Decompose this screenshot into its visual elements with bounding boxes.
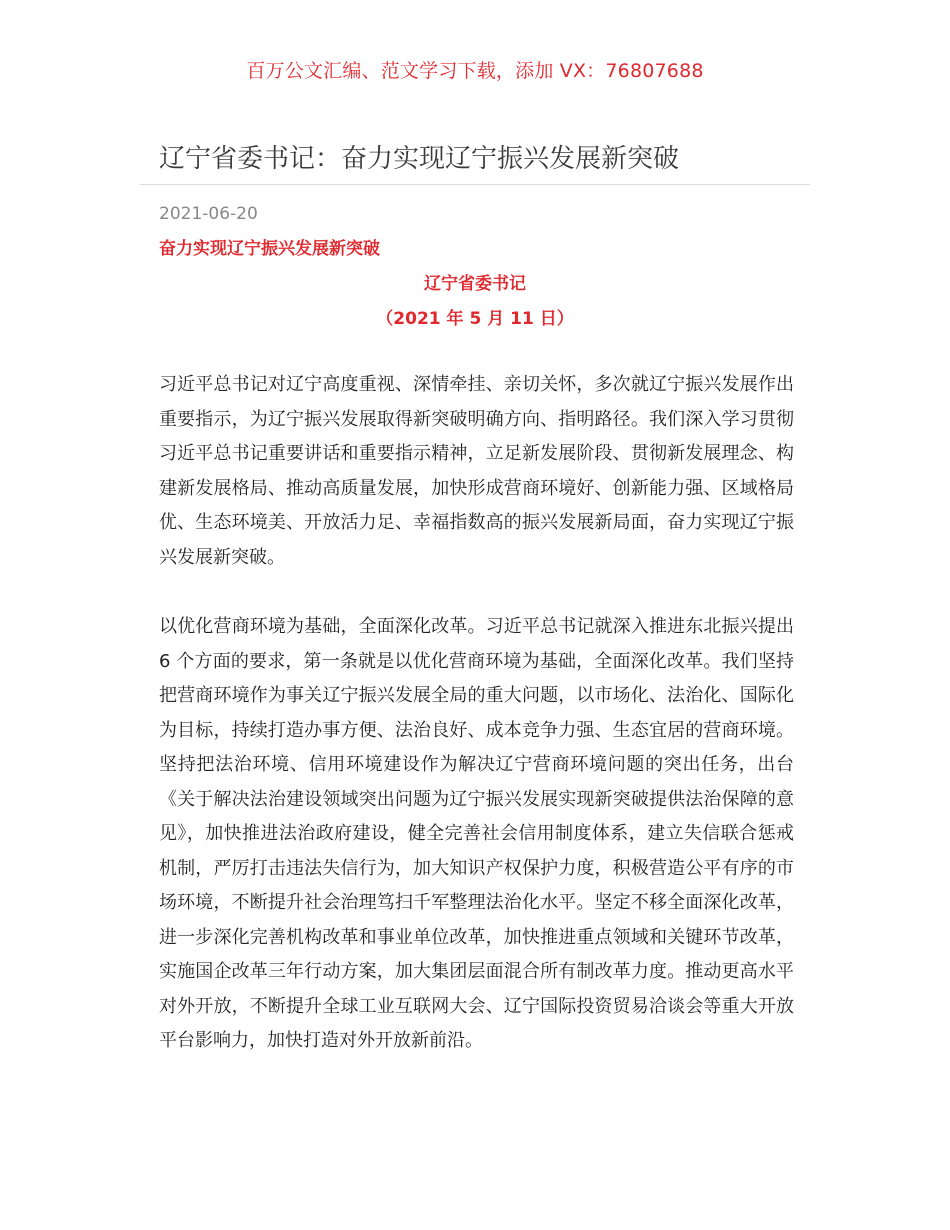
article-subtitle: 奋力实现辽宁振兴发展新突破: [159, 239, 380, 259]
article-title: 辽宁省委书记：奋力实现辽宁振兴发展新突破: [159, 144, 680, 174]
body-paragraph-2: 以优化营商环境为基础，全面深化改革。习近平总书记就深入推进东北振兴提出 6 个方面的要求，第一条就是以优化营商环境为基础，全面深化改革。我们坚持把营商环境作为事关辽宁振兴发展全局的重大问题，以市场化、法治化、国际化为目标，持续打造办事方便、法治良好、成本竞争力强、生态宜居的营商环境。坚持把法治环境、信用环境建设作为解决辽宁营商环境问题的突出任务，出台《关于解决法治建设领域突出问题为辽宁振兴发展实现新突破提供法治保障的意见》，加快推进法治政府建设，健全完善社会信用制度体系，建立失信联合惩戒机制，严厉打击违法失信行为，加大知识产权保护力度，积极营造公平有序的市场环境，不断提升社会治理笃扫千军整理法治化水平。坚定不移全面深化改革，进一步深化完善机构改革和事业单位改革，加快推进重点领域和关键环节改革，实施国企改革三年行动方案，加大集团层面混合所有制改革力度。推动更高水平对外开放，不断提升全球工业互联网大会、辽宁国际投资贸易洽谈会等重大开放平台影响力，加快打造对外开放新前沿。: [159, 616, 794, 1051]
body-paragraph-1: 习近平总书记对辽宁高度重视、深情牵挂、亲切关怀，多次就辽宁振兴发展作出重要指示，为辽宁振兴发展取得新突破明确方向、指明路径。我们深入学习贯彻习近平总书记重要讲话和重要指示精神，立足新发展阶段、贯彻新发展理念、构建新发展格局、推动高质量发展，加快形成营商环境好、创新能力强、区域格局优、生态环境美、开放活力足、幸福指数高的振兴发展新局面，奋力实现辽宁振兴发展新突破。: [159, 374, 794, 568]
article-publish-date: （2021 年 5 月 11 日）: [376, 309, 574, 329]
title-divider: [140, 184, 810, 185]
article-author: 辽宁省委书记: [424, 274, 526, 294]
article-date: 2021-06-20: [159, 204, 258, 224]
promo-banner: 百万公文汇编、范文学习下载，添加 VX：76807688: [246, 60, 704, 82]
